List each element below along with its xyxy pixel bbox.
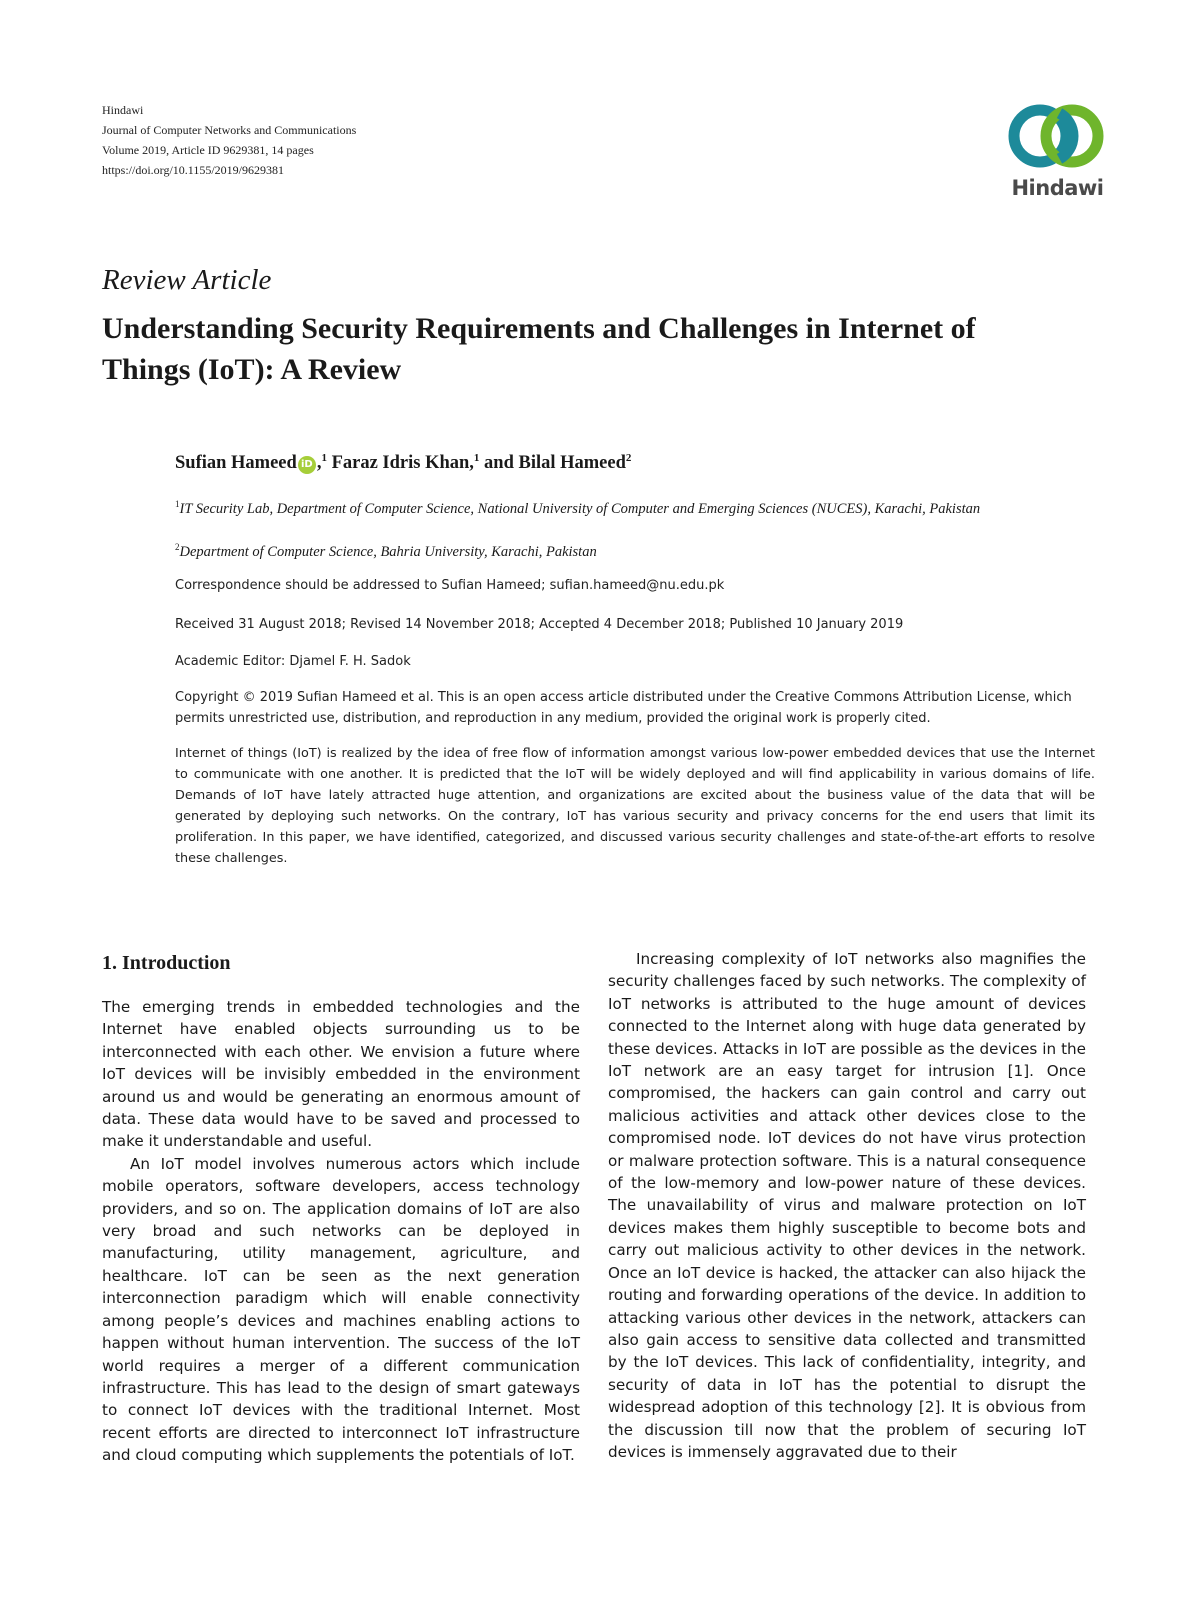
affiliation-2 <box>175 537 1095 563</box>
affiliation-mark: 2 <box>175 542 180 552</box>
author-affiliation-mark: 2 <box>625 452 632 464</box>
volume-line: Volume 2019, Article ID 9629381, 14 pages <box>102 143 314 157</box>
affiliation-text: Department of Computer Science, Bahria University, Karachi, Pakistan <box>179 543 597 560</box>
author-name[interactable]: Bilal Hameed <box>518 453 626 474</box>
copyright-notice: Copyright © 2019 Sufian Hameed et al. This is an open access article distributed under the Creative Commons Attribution License, which permits unrestricted use, distribution, and reproduction in any medium, provided the original work is properly cited. <box>175 690 1072 726</box>
body-paragraph: Increasing complexity of IoT networks also magnifies the security challenges faced by such networks. The complexity of IoT networks is attributed to the huge amount of devices connected to the Internet along with huge data generated by these devices. Attacks in IoT are possible as the devices in the IoT network are an easy target for intrusion [1]. Once compromised, the hackers can gain control and carry out malicious activities and attack other devices close to the compromised node. IoT devices do not have virus protection or malware protection software. This is a natural consequence of the low-memory and low-power nature of these devices. The unavailability of virus and malware protection on IoT devices makes them highly susceptible to become bots and carry out malicious activity to other devices in the network. Once an IoT device is hacked, the attacker can also hijack the routing and forwarding operations of the device. In addition to attacking various other devices in the network, attackers can also gain access to sensitive data collected and transmitted by the IoT devices. This lack of confidentiality, integrity, and security of data in IoT has the potential to disrupt the widespread adoption of this technology [2]. It is obvious from the discussion till now that the problem of securing IoT devices is immensely aggravated due to their <box>608 950 1086 1461</box>
body-column-left <box>102 948 580 1467</box>
orcid-icon[interactable]: iD <box>298 456 316 474</box>
body-paragraph: The emerging trends in embedded technologies and the Internet have enabled objects surrounding us to be interconnected with each other. We envision a future where IoT devices will be invisibly embedded in the environment around us and would be generating an enormous amount of data. These data would have to be saved and processed to make it understandable and useful. <box>102 998 580 1151</box>
hindawi-logo-icon <box>1000 100 1115 176</box>
article-title: Understanding Security Requirements and Challenges in Internet of Things (IoT): A Review <box>102 312 976 386</box>
body-column-right <box>608 948 1086 1463</box>
section-heading: 1. Introduction <box>102 952 231 974</box>
article-type: Review Article <box>102 264 272 296</box>
author-affiliation-mark: 1 <box>473 452 480 464</box>
body-paragraph: An IoT model involves numerous actors which include mobile operators, software developers, access technology providers, and so on. The application domains of IoT are also very broad and such networks can be deployed in manufacturing, utility management, agriculture, and healthcare. IoT can be seen as the next generation interconnection paradigm which will enable connectivity among people’s devices and machines enabling actions to happen without human intervention. The success of the IoT world requires a merger of a different communication infrastructure. This has lead to the design of smart gateways to connect IoT devices with the traditional Internet. Most recent efforts are directed to interconnect IoT infrastructure and cloud computing which supplements the potentials of IoT. <box>102 1154 580 1465</box>
article-dates: Received 31 August 2018; Revised 14 November 2018; Accepted 4 December 2018; Published 10 January 2019 <box>175 617 904 632</box>
academic-editor: Academic Editor: Djamel F. H. Sadok <box>175 654 411 669</box>
logo-wordmark: Hindawi <box>1011 176 1104 200</box>
author-affiliation-mark: 1 <box>321 452 327 464</box>
doi-link[interactable]: https://doi.org/10.1155/2019/9629381 <box>102 163 285 177</box>
journal-name: Journal of Computer Networks and Communications <box>102 123 357 137</box>
hindawi-logo <box>1000 100 1115 210</box>
publisher-name: Hindawi <box>102 103 144 117</box>
author-list: Sufian Hameed iD ,$^1$ Faraz Idris Khan,$^1$ and Bilal Hameed$^2$ <box>175 452 632 474</box>
author-name[interactable]: Faraz Idris Khan <box>331 453 470 474</box>
affiliation-1 <box>175 494 1095 520</box>
correspondence: Correspondence should be addressed to Sufian Hameed; sufian.hameed@nu.edu.pk <box>175 578 725 593</box>
journal-meta <box>102 100 356 180</box>
author-name[interactable]: Sufian Hameed <box>175 453 297 474</box>
affiliation-text: IT Security Lab, Department of Computer Science, National University of Computer and Emerging Sciences (NUCES), Karachi, Pakistan <box>179 500 981 517</box>
abstract: Internet of things (IoT) is realized by the idea of free flow of information amongst various low-power embedded devices that use the Internet to communicate with one another. It is predicted that the IoT will be widely deployed and will find applicability in various domains of life. Demands of IoT have lately attracted huge attention, and organizations are excited about the business value of the data that will be generated by deploying such networks. On the contrary, IoT has various security and privacy concerns for the end users that limit its proliferation. In this paper, we have identified, categorized, and discussed various security challenges and state-of-the-art efforts to resolve these challenges. <box>175 746 1095 866</box>
affiliation-mark: 1 <box>175 499 180 509</box>
